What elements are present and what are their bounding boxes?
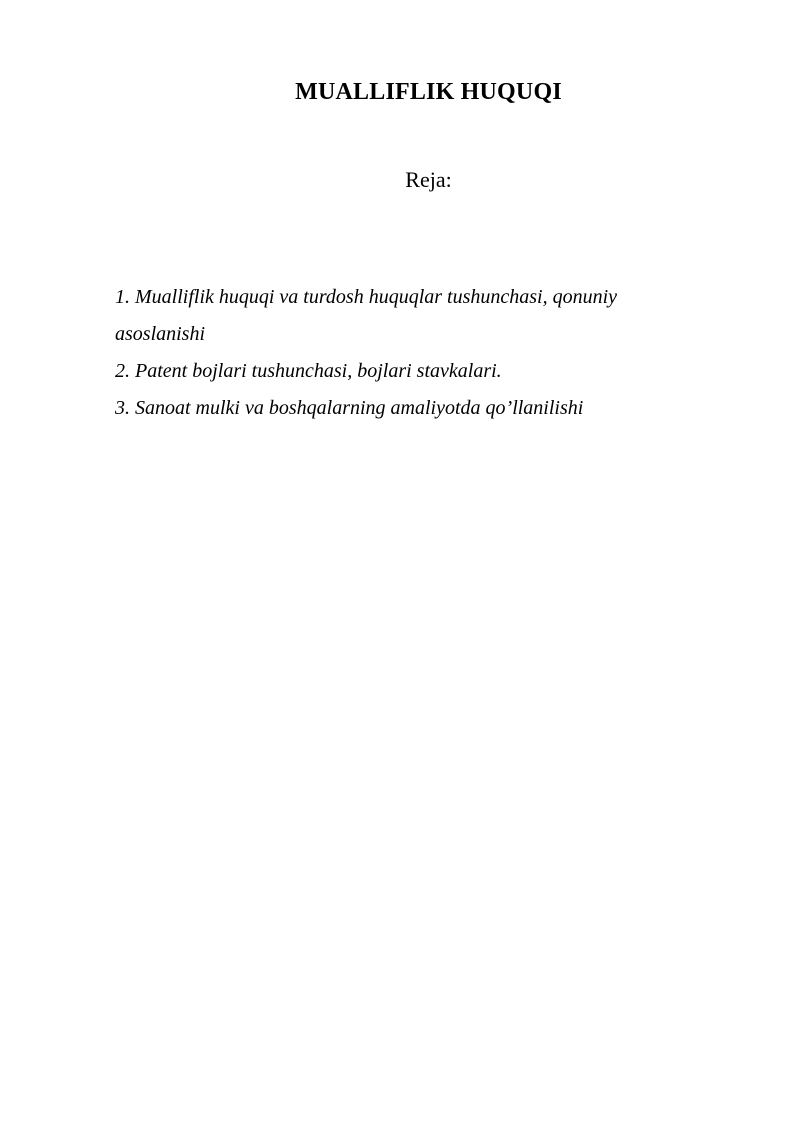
plan-item-1: 1. Mualliflik huquqi va turdosh huquqlar tushunchasi, qonuniy asoslanishi (115, 286, 618, 345)
plan-item-3: 3. Sanoat mulki va boshqalarning amaliyotda qo’llanilishi (115, 397, 584, 419)
document-title: MUALLIFLIK HUQUQI (295, 79, 562, 105)
plan-item-2: 2. Patent bojlari tushunchasi, bojlari stavkalari. (115, 360, 502, 382)
plan-list (115, 279, 675, 427)
plan-heading: Reja: (405, 167, 452, 192)
